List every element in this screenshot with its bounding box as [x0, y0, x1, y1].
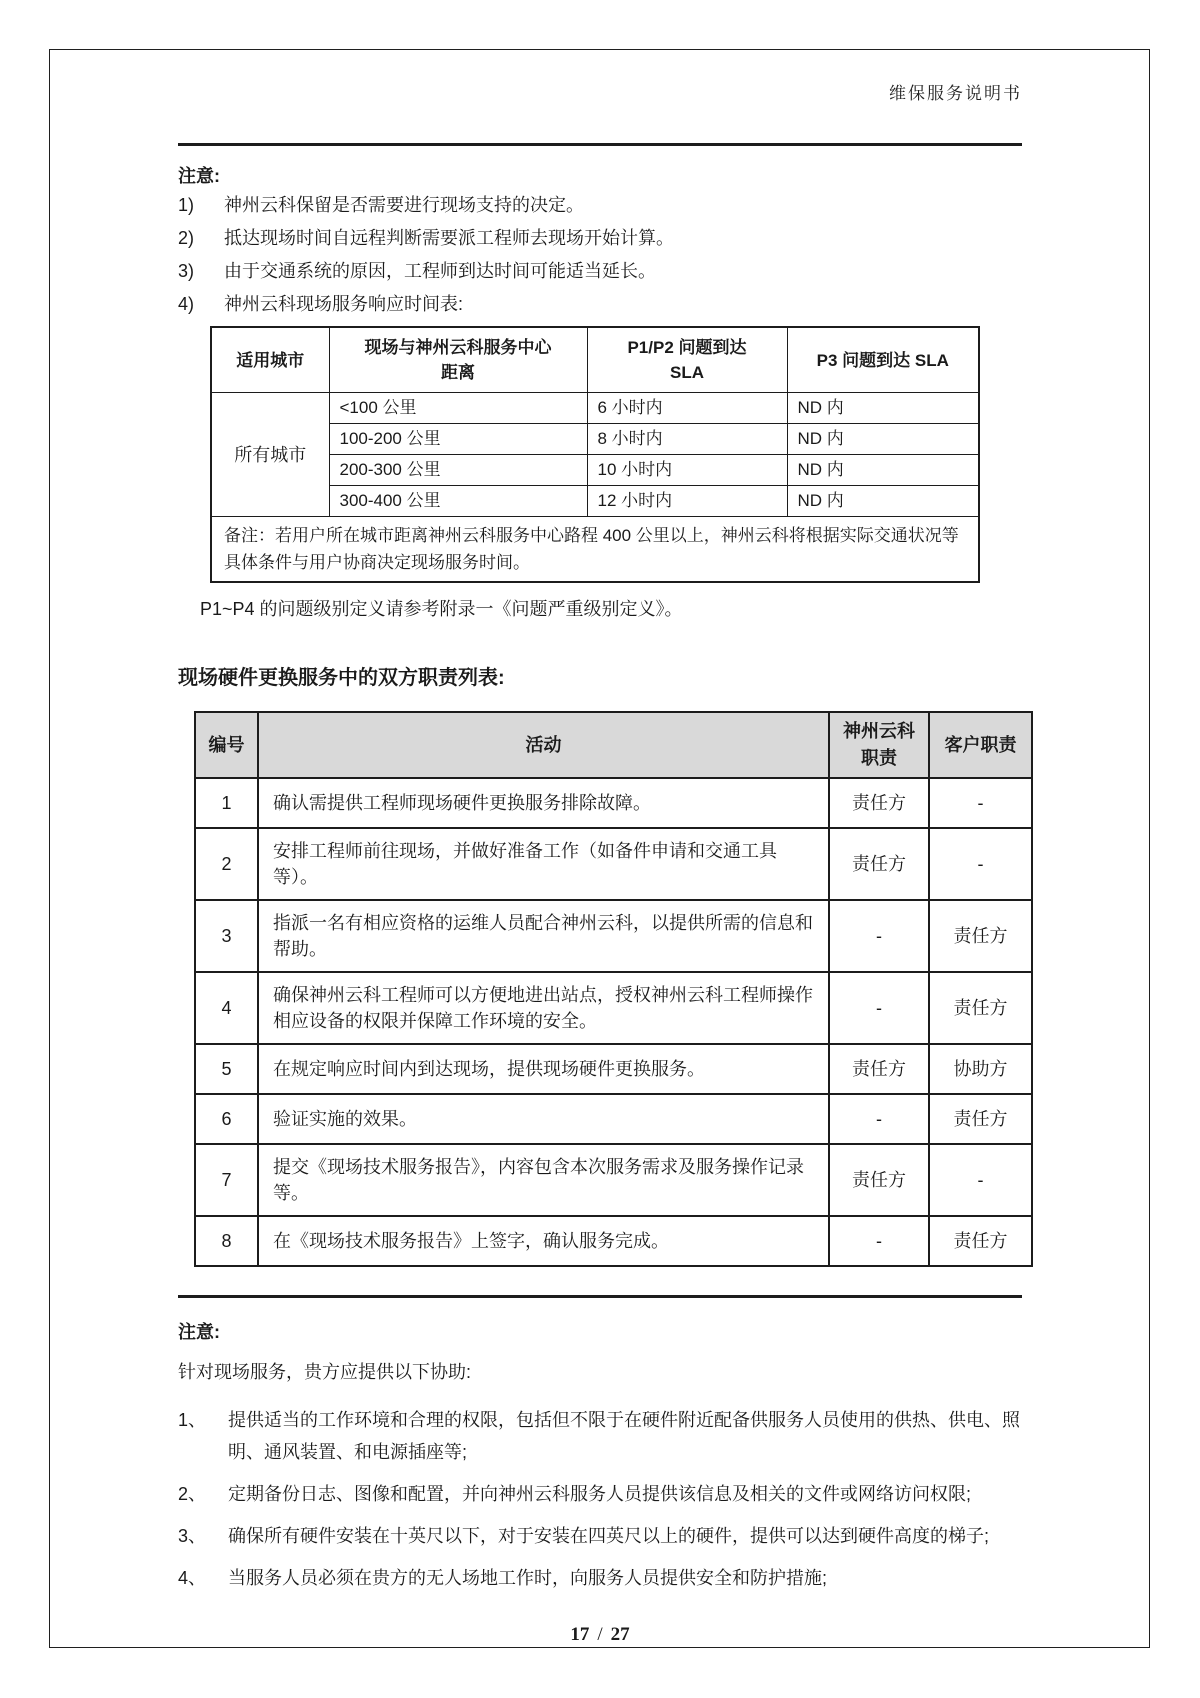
list-item-text: 神州云科保留是否需要进行现场支持的决定。: [224, 195, 584, 215]
table-row: [195, 1144, 1032, 1216]
sla-header-p3: [787, 327, 979, 393]
list-item-text: 提供适当的工作环境和合理的权限，包括但不限于在硬件附近配备供服务人员使用的供热、供电、照明、通风装置、和电源插座等;: [228, 1410, 1020, 1462]
table-row: [195, 828, 1032, 900]
resp-header-activity: [258, 712, 829, 778]
sla-city-cell: 所有城市: [211, 393, 329, 517]
header-line: 现场与神州云科服务中心: [364, 338, 552, 357]
resp-customer-cell: 责任方: [929, 1094, 1032, 1144]
list-item: [178, 1478, 1022, 1510]
sla-remark-cell: 备注：若用户所在城市距离神州云科服务中心路程 400 公里以上，神州云科将根据实际交通状况等具体条件与用户协商决定现场服务时间。: [211, 517, 979, 583]
resp-no-cell: 7: [195, 1144, 258, 1216]
table-row: [195, 1094, 1032, 1144]
list-item-number: 4): [178, 294, 195, 314]
header-line: P3 问题到达 SLA: [816, 350, 949, 370]
resp-customer-cell: 责任方: [929, 1216, 1032, 1266]
sla-header-distance: [329, 327, 587, 393]
notice2-list: [178, 1404, 1022, 1594]
resp-no-cell: 5: [195, 1044, 258, 1094]
page-content: [178, 49, 1022, 1646]
resp-customer-cell: 协助方: [929, 1044, 1032, 1094]
header-line: 神州云科: [843, 721, 915, 741]
list-item-text: 确保所有硬件安装在十英尺以下，对于安装在四英尺以上的硬件，提供可以达到硬件高度的梯子;: [228, 1526, 989, 1546]
page-number-current: 17: [570, 1624, 590, 1645]
resp-dck-cell: -: [829, 1216, 929, 1266]
list-item-text: 神州云科现场服务响应时间表:: [224, 294, 463, 314]
list-item: [178, 293, 1022, 315]
list-item-number: 2): [178, 228, 195, 248]
page-number: [178, 1624, 1022, 1646]
responsibility-table: [194, 711, 1033, 1267]
list-item: [178, 1562, 1022, 1594]
sla-header-row: [211, 327, 979, 393]
resp-dck-cell: -: [829, 1094, 929, 1144]
sla-distance-cell: <100 公里: [329, 393, 587, 424]
resp-dck-cell: 责任方: [829, 1044, 929, 1094]
list-item-number: 1、: [178, 1410, 207, 1430]
sla-response-table: [210, 326, 980, 583]
sla-p1p2-cell: 8 小时内: [587, 424, 787, 455]
header-line: 活动: [525, 734, 562, 755]
resp-no-cell: 8: [195, 1216, 258, 1266]
table-row: [195, 778, 1032, 828]
sla-header-p1p2: [587, 327, 787, 393]
notice1-label: 注意:: [178, 166, 220, 186]
sla-p3-cell: ND 内: [787, 486, 979, 517]
sla-p1p2-cell: 10 小时内: [587, 455, 787, 486]
header-line: SLA: [670, 363, 704, 382]
resp-activity-cell: 确保神州云科工程师可以方便地进出站点，授权神州云科工程师操作相应设备的权限并保障工作环境的安全。: [258, 972, 829, 1044]
page-number-separator: /: [597, 1624, 603, 1645]
list-item-text: 抵达现场时间自远程判断需要派工程师去现场开始计算。: [224, 228, 674, 248]
header-divider: [178, 143, 1022, 146]
responsibility-section-heading: 现场硬件更换服务中的双方职责列表:: [178, 667, 505, 689]
list-item-number: 3、: [178, 1526, 207, 1546]
list-item-number: 1): [178, 195, 195, 215]
list-item: [178, 227, 1022, 249]
sla-p1p2-cell: 6 小时内: [587, 393, 787, 424]
resp-no-cell: 3: [195, 900, 258, 972]
list-item-text: 定期备份日志、图像和配置，并向神州云科服务人员提供该信息及相关的文件或网络访问权限;: [228, 1484, 971, 1504]
header-line: 客户职责: [944, 734, 1017, 755]
table-row: [195, 1044, 1032, 1094]
header-line: 编号: [208, 734, 245, 755]
list-item: [178, 194, 1022, 216]
resp-no-cell: 1: [195, 778, 258, 828]
list-item: [178, 1520, 1022, 1552]
resp-header-dck: [829, 712, 929, 778]
section-divider: [178, 1295, 1022, 1298]
sla-p1p2-cell: 12 小时内: [587, 486, 787, 517]
table-row: [195, 1216, 1032, 1266]
resp-dck-cell: 责任方: [829, 1144, 929, 1216]
notice2-intro: 针对现场服务，贵方应提供以下协助:: [178, 1362, 471, 1382]
resp-activity-cell: 指派一名有相应资格的运维人员配合神州云科，以提供所需的信息和帮助。: [258, 900, 829, 972]
resp-activity-cell: 确认需提供工程师现场硬件更换服务排除故障。: [258, 778, 829, 828]
table-row: [195, 972, 1032, 1044]
list-item: [178, 260, 1022, 282]
list-item-number: 3): [178, 261, 195, 281]
sla-distance-cell: 200-300 公里: [329, 455, 587, 486]
header-line: 距离: [441, 363, 475, 382]
sla-header-city: [211, 327, 329, 393]
notice1-list: [178, 194, 1022, 315]
resp-activity-cell: 安排工程师前往现场，并做好准备工作（如备件申请和交通工具等）。: [258, 828, 829, 900]
resp-activity-cell: 在规定响应时间内到达现场，提供现场硬件更换服务。: [258, 1044, 829, 1094]
header-line: 适用城市: [236, 350, 305, 370]
resp-dck-cell: 责任方: [829, 778, 929, 828]
list-item-text: 由于交通系统的原因，工程师到达时间可能适当延长。: [224, 261, 656, 281]
header-line: P1/P2 问题到达: [627, 338, 747, 357]
resp-customer-cell: 责任方: [929, 972, 1032, 1044]
resp-customer-cell: -: [929, 1144, 1032, 1216]
sla-after-note: P1~P4 的问题级别定义请参考附录一《问题严重级别定义》。: [200, 599, 683, 619]
resp-dck-cell: -: [829, 900, 929, 972]
resp-activity-cell: 在《现场技术服务报告》上签字，确认服务完成。: [258, 1216, 829, 1266]
list-item-number: 4、: [178, 1568, 207, 1588]
resp-dck-cell: -: [829, 972, 929, 1044]
sla-p3-cell: ND 内: [787, 393, 979, 424]
list-item-number: 2、: [178, 1484, 207, 1504]
header-line: 职责: [861, 748, 897, 768]
document-title: 维保服务说明书: [889, 84, 1022, 103]
resp-activity-cell: 验证实施的效果。: [258, 1094, 829, 1144]
table-row: [211, 517, 979, 583]
sla-distance-cell: 100-200 公里: [329, 424, 587, 455]
table-row: [195, 900, 1032, 972]
page-number-total: 27: [610, 1624, 630, 1645]
resp-customer-cell: -: [929, 828, 1032, 900]
resp-activity-cell: 提交《现场技术服务报告》，内容包含本次服务需求及服务操作记录等。: [258, 1144, 829, 1216]
notice2-label: 注意:: [178, 1322, 220, 1342]
resp-no-cell: 2: [195, 828, 258, 900]
resp-header-row: [195, 712, 1032, 778]
resp-customer-cell: 责任方: [929, 900, 1032, 972]
resp-no-cell: 6: [195, 1094, 258, 1144]
sla-p3-cell: ND 内: [787, 455, 979, 486]
list-item-text: 当服务人员必须在贵方的无人场地工作时，向服务人员提供安全和防护措施;: [228, 1568, 827, 1588]
resp-dck-cell: 责任方: [829, 828, 929, 900]
resp-header-no: [195, 712, 258, 778]
resp-no-cell: 4: [195, 972, 258, 1044]
resp-customer-cell: -: [929, 778, 1032, 828]
resp-header-customer: [929, 712, 1032, 778]
sla-distance-cell: 300-400 公里: [329, 486, 587, 517]
list-item: [178, 1404, 1022, 1468]
table-row: [211, 393, 979, 424]
sla-p3-cell: ND 内: [787, 424, 979, 455]
